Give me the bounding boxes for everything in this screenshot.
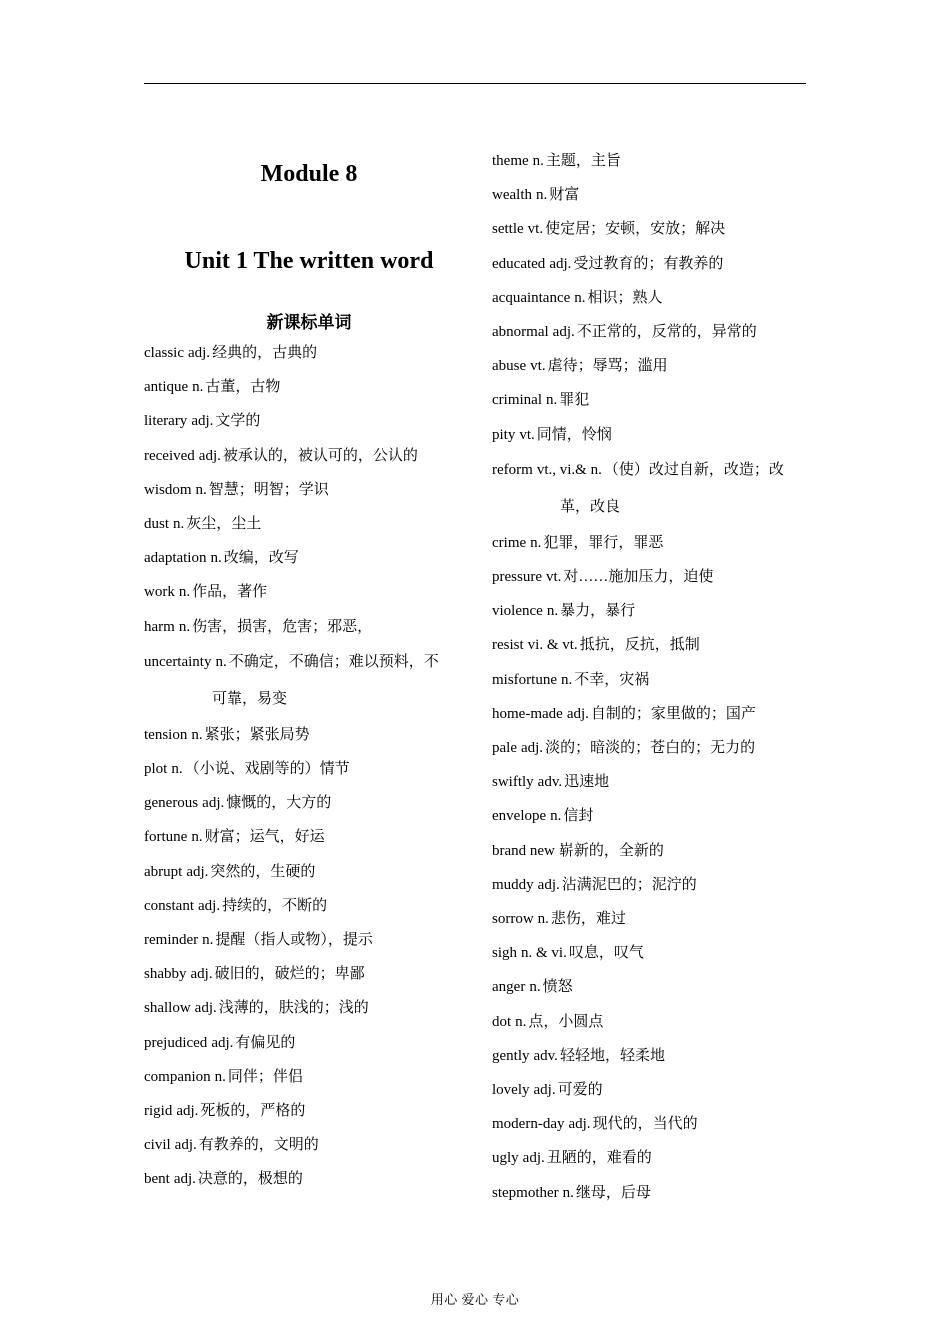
part-of-speech: n. bbox=[192, 379, 204, 396]
vocab-entry bbox=[492, 868, 812, 902]
vocabulary-list-left bbox=[144, 336, 474, 1197]
vocab-word: reminder bbox=[144, 932, 199, 949]
vocab-word: lovely bbox=[492, 1082, 530, 1099]
vocab-entry bbox=[492, 178, 812, 212]
vocab-word: rigid bbox=[144, 1103, 173, 1120]
vocab-meaning: 丑陋的，难看的 bbox=[546, 1150, 652, 1167]
vocab-entry bbox=[492, 970, 812, 1004]
vocab-entry bbox=[492, 315, 812, 349]
vocab-meaning: 受过教育的；有教养的 bbox=[573, 255, 724, 272]
vocab-entry bbox=[144, 991, 474, 1025]
vocab-word: pale bbox=[492, 740, 517, 757]
vocab-entry bbox=[492, 560, 812, 594]
part-of-speech: n. bbox=[529, 979, 541, 996]
vocabulary-list-right bbox=[492, 144, 812, 1210]
vocab-meaning: （使）改过自新，改造；改 bbox=[603, 461, 784, 478]
part-of-speech: adj. bbox=[211, 1034, 234, 1051]
vocab-entry bbox=[144, 1026, 474, 1060]
vocab-meaning: 灰尘，尘土 bbox=[186, 516, 262, 533]
vocab-entry bbox=[492, 349, 812, 383]
vocab-meaning: 作品，著作 bbox=[192, 584, 268, 601]
vocab-meaning: 被承认的，被认可的，公认的 bbox=[222, 447, 418, 464]
section-title: 新课标单词 bbox=[266, 313, 352, 332]
vocab-word: wealth bbox=[492, 187, 532, 204]
part-of-speech: adj. bbox=[552, 324, 575, 341]
vocab-word: settle bbox=[492, 221, 524, 238]
vocab-meaning: 破旧的，破烂的；卑鄙 bbox=[214, 966, 365, 983]
part-of-speech: n. bbox=[202, 932, 214, 949]
vocab-word: abrupt bbox=[144, 863, 183, 880]
part-of-speech: adj. bbox=[187, 345, 211, 361]
right-column bbox=[492, 144, 812, 1210]
vocab-meaning: 主题，主旨 bbox=[545, 153, 621, 169]
part-of-speech: n. bbox=[210, 550, 222, 567]
vocab-word: theme bbox=[492, 153, 529, 169]
vocab-word: work bbox=[144, 584, 175, 601]
vocab-meaning: 同情，怜悯 bbox=[536, 426, 612, 443]
vocab-entry bbox=[144, 541, 474, 575]
vocab-word: wisdom bbox=[144, 481, 192, 498]
vocab-meaning: 使定居；安顿，安放；解决 bbox=[545, 221, 726, 238]
vocab-word: envelope bbox=[492, 808, 547, 825]
vocab-word: plot bbox=[144, 761, 168, 778]
vocab-word: adaptation bbox=[144, 550, 207, 567]
vocab-meaning: 罪犯 bbox=[559, 392, 590, 409]
vocab-word: crime bbox=[492, 534, 527, 551]
part-of-speech: adj. bbox=[198, 897, 221, 914]
vocab-meaning: 决意的，极想的 bbox=[197, 1171, 303, 1188]
vocab-entry bbox=[492, 526, 812, 560]
vocab-entry bbox=[492, 663, 812, 697]
page-footer: 用心 爱心 专心 bbox=[430, 1292, 520, 1307]
vocab-entry bbox=[144, 718, 474, 752]
part-of-speech: n. bbox=[537, 911, 549, 928]
vocab-entry bbox=[492, 936, 812, 970]
vocab-meaning: 继母，后母 bbox=[575, 1184, 651, 1201]
vocab-meaning: 信封 bbox=[563, 808, 594, 825]
vocab-meaning: 暴力，暴行 bbox=[560, 603, 636, 620]
vocab-entry bbox=[492, 765, 812, 799]
part-of-speech: adj. bbox=[176, 1103, 199, 1120]
left-column bbox=[144, 150, 474, 1197]
vocab-word: abuse bbox=[492, 358, 527, 375]
part-of-speech: adj. bbox=[549, 255, 572, 272]
vocab-meaning: 不正常的，反常的，异常的 bbox=[576, 324, 757, 341]
vocab-word: home-made bbox=[492, 705, 563, 722]
vocab-word: reform bbox=[492, 461, 533, 478]
part-of-speech: n. bbox=[546, 603, 559, 620]
vocab-word: criminal bbox=[492, 392, 542, 409]
vocab-meaning: 不幸，灾祸 bbox=[574, 671, 650, 688]
vocab-entry bbox=[492, 1107, 812, 1141]
vocab-entry bbox=[492, 697, 812, 731]
vocab-word: acquaintance bbox=[492, 289, 571, 306]
vocab-word: brand new bbox=[492, 842, 555, 859]
vocab-word: civil bbox=[144, 1137, 171, 1154]
vocab-entry bbox=[144, 855, 474, 889]
vocab-meaning: 叹息，叹气 bbox=[568, 945, 644, 962]
vocab-meaning: （小说、戏剧等的）情节 bbox=[184, 761, 350, 778]
vocab-meaning: 轻轻地，轻柔地 bbox=[559, 1047, 665, 1064]
vocab-word: constant bbox=[144, 897, 194, 914]
vocab-meaning: 财富 bbox=[549, 187, 580, 204]
vocab-entry bbox=[144, 1162, 474, 1196]
vocab-entry bbox=[492, 383, 812, 417]
vocab-meaning: 现代的，当代的 bbox=[592, 1116, 698, 1133]
vocab-meaning: 沾满泥巴的；泥泞的 bbox=[561, 876, 697, 893]
vocab-meaning: 智慧；明智；学识 bbox=[208, 481, 329, 498]
vocab-meaning: 突然的，生硬的 bbox=[210, 863, 316, 880]
vocab-word: stepmother bbox=[492, 1184, 559, 1201]
part-of-speech: n. bbox=[530, 534, 542, 551]
vocab-word: classic bbox=[144, 345, 184, 361]
vocab-entry bbox=[492, 1141, 812, 1175]
vocab-meaning: 有教养的，文明的 bbox=[198, 1137, 319, 1154]
vocab-meaning: 不确定，不确信；难以预料，不 bbox=[228, 653, 439, 670]
vocab-entry bbox=[144, 610, 474, 644]
vocab-entry bbox=[144, 1094, 474, 1128]
part-of-speech: adj. bbox=[190, 966, 213, 983]
vocab-meaning: 抵抗，反抗，抵制 bbox=[579, 637, 700, 654]
vocab-entry bbox=[492, 799, 812, 833]
module-title: Module 8 bbox=[260, 161, 358, 187]
header-rule bbox=[144, 83, 806, 84]
vocab-word: harm bbox=[144, 618, 175, 635]
vocab-meaning: 淡的；暗淡的；苍白的；无力的 bbox=[545, 740, 756, 757]
vocab-meaning: 犯罪，罪行，罪恶 bbox=[543, 534, 664, 551]
vocab-meaning: 相识；熟人 bbox=[587, 289, 663, 306]
part-of-speech: n. bbox=[532, 153, 544, 169]
vocab-meaning-continued: 革，改良 bbox=[560, 498, 621, 515]
vocab-entry bbox=[144, 752, 474, 786]
vocab-word: resist bbox=[492, 637, 524, 654]
vocab-entry bbox=[492, 731, 812, 765]
vocab-entry bbox=[492, 1005, 812, 1039]
part-of-speech: vt. bbox=[519, 426, 535, 443]
vocab-entry bbox=[492, 452, 812, 526]
vocab-entry bbox=[144, 370, 474, 404]
vocab-word: uncertainty bbox=[144, 653, 212, 670]
vocab-meaning: 改编，改写 bbox=[223, 550, 299, 567]
part-of-speech: adj. bbox=[198, 447, 221, 464]
part-of-speech: adj. bbox=[202, 795, 225, 812]
vocab-word: shallow bbox=[144, 1000, 191, 1017]
part-of-speech: adv. bbox=[533, 1047, 558, 1064]
vocab-word: pity bbox=[492, 426, 516, 443]
part-of-speech: n. bbox=[173, 516, 185, 533]
unit-title: Unit 1 The written word bbox=[184, 248, 434, 274]
part-of-speech: n. bbox=[562, 1184, 574, 1201]
vocab-word: shabby bbox=[144, 966, 187, 983]
vocab-meaning: 财富；运气，好运 bbox=[204, 829, 325, 846]
vocab-word: violence bbox=[492, 603, 543, 620]
vocab-meaning: 紧张；紧张局势 bbox=[204, 726, 310, 743]
vocab-entry bbox=[144, 889, 474, 923]
vocab-word: antique bbox=[144, 379, 189, 396]
part-of-speech: adv. bbox=[537, 774, 563, 791]
vocab-meaning: 悲伤，难过 bbox=[550, 911, 626, 928]
vocab-entry bbox=[492, 212, 812, 246]
vocab-entry bbox=[144, 923, 474, 957]
part-of-speech: n. bbox=[191, 726, 203, 743]
vocab-entry bbox=[492, 902, 812, 936]
vocab-meaning: 慷慨的，大方的 bbox=[226, 795, 332, 812]
vocab-word: fortune bbox=[144, 829, 188, 846]
part-of-speech: n. bbox=[215, 653, 227, 670]
vocab-word: tension bbox=[144, 726, 188, 743]
part-of-speech: adj. bbox=[174, 1137, 197, 1154]
part-of-speech: adj. bbox=[566, 705, 589, 722]
part-of-speech: adj. bbox=[191, 413, 214, 430]
vocab-meaning: 死板的，严格的 bbox=[200, 1103, 306, 1120]
vocab-meaning: 愤怒 bbox=[542, 979, 573, 996]
vocab-meaning: 持续的，不断的 bbox=[222, 897, 328, 914]
vocab-entry bbox=[492, 628, 812, 662]
vocab-meaning: 古董，古物 bbox=[205, 379, 281, 396]
part-of-speech: adj. bbox=[533, 1082, 556, 1099]
vocab-word: ugly bbox=[492, 1150, 519, 1167]
vocab-meaning: 文学的 bbox=[215, 413, 261, 430]
vocab-word: companion bbox=[144, 1068, 211, 1085]
vocab-word: misfortune bbox=[492, 671, 557, 688]
vocab-entry bbox=[144, 957, 474, 991]
part-of-speech: n. bbox=[550, 808, 562, 825]
vocab-meaning: 伤害，损害，危害；邪恶， bbox=[192, 618, 373, 635]
part-of-speech: n. bbox=[535, 187, 548, 204]
part-of-speech: n. bbox=[515, 1013, 527, 1030]
part-of-speech: n. bbox=[178, 584, 191, 601]
vocab-entry bbox=[144, 507, 474, 541]
vocab-entry bbox=[492, 281, 812, 315]
vocab-word: swiftly bbox=[492, 774, 534, 791]
vocab-entry bbox=[492, 1073, 812, 1107]
vocab-word: received bbox=[144, 447, 195, 464]
part-of-speech: adj. bbox=[173, 1171, 196, 1188]
part-of-speech: vi. & vt. bbox=[527, 637, 578, 654]
part-of-speech: n. bbox=[195, 481, 207, 498]
vocab-entry bbox=[492, 594, 812, 628]
vocab-entry bbox=[492, 1176, 812, 1210]
vocab-entry bbox=[492, 1039, 812, 1073]
vocab-meaning: 有偏见的 bbox=[235, 1034, 296, 1051]
part-of-speech: n. bbox=[178, 618, 191, 635]
vocab-entry bbox=[144, 439, 474, 473]
part-of-speech: adj. bbox=[537, 876, 560, 893]
vocab-meaning: 虐待；辱骂；滥用 bbox=[547, 358, 668, 375]
vocab-entry bbox=[144, 820, 474, 854]
vocab-meaning: 浅薄的，肤浅的；浅的 bbox=[218, 1000, 369, 1017]
part-of-speech: n. bbox=[191, 829, 203, 846]
vocab-meaning-continued: 可靠，易变 bbox=[212, 690, 288, 707]
vocab-word: modern-day bbox=[492, 1116, 565, 1133]
vocab-entry bbox=[492, 418, 812, 452]
part-of-speech: n. bbox=[574, 289, 586, 306]
part-of-speech: n. bbox=[545, 392, 558, 409]
part-of-speech: n. & vi. bbox=[521, 945, 567, 962]
part-of-speech: n. bbox=[561, 671, 573, 688]
vocab-meaning: 同伴；伴侣 bbox=[227, 1068, 303, 1085]
part-of-speech: n. bbox=[214, 1068, 226, 1085]
vocab-word: prejudiced bbox=[144, 1034, 208, 1051]
vocab-meaning: 点，小圆点 bbox=[528, 1013, 604, 1030]
vocab-entry bbox=[144, 404, 474, 438]
part-of-speech: vt. bbox=[530, 358, 546, 375]
part-of-speech: n. bbox=[171, 761, 183, 778]
vocab-entry bbox=[144, 786, 474, 820]
part-of-speech: adj. bbox=[568, 1116, 591, 1133]
vocab-meaning: 崭新的，全新的 bbox=[558, 842, 664, 859]
part-of-speech: adj. bbox=[194, 1000, 217, 1017]
part-of-speech: adj. bbox=[520, 740, 544, 757]
vocab-entry bbox=[144, 473, 474, 507]
vocab-meaning: 迅速地 bbox=[564, 774, 610, 791]
part-of-speech: vt. bbox=[527, 221, 544, 238]
vocab-word: sorrow bbox=[492, 911, 534, 928]
vocab-word: generous bbox=[144, 795, 199, 812]
vocab-meaning: 自制的；家里做的；国产 bbox=[590, 705, 756, 722]
vocab-meaning: 经典的，古典的 bbox=[212, 345, 318, 361]
part-of-speech: adj. bbox=[522, 1150, 545, 1167]
vocab-meaning: 可爱的 bbox=[557, 1082, 603, 1099]
vocab-word: dot bbox=[492, 1013, 512, 1030]
vocab-entry bbox=[144, 575, 474, 609]
vocab-entry bbox=[144, 336, 474, 370]
vocab-word: literary bbox=[144, 413, 188, 430]
part-of-speech: vt., vi.& n. bbox=[536, 461, 602, 478]
part-of-speech: adj. bbox=[186, 863, 209, 880]
vocab-word: abnormal bbox=[492, 324, 549, 341]
vocab-word: sigh bbox=[492, 945, 518, 962]
vocab-word: muddy bbox=[492, 876, 534, 893]
vocab-entry bbox=[492, 144, 812, 178]
vocab-meaning: 提醒（指人或物），提示 bbox=[215, 932, 373, 949]
vocab-word: bent bbox=[144, 1171, 170, 1188]
vocab-entry bbox=[144, 1060, 474, 1094]
vocab-entry bbox=[144, 644, 474, 718]
vocab-word: anger bbox=[492, 979, 526, 996]
vocab-entry bbox=[492, 834, 812, 868]
vocab-word: dust bbox=[144, 516, 170, 533]
vocab-entry bbox=[492, 247, 812, 281]
vocab-word: pressure bbox=[492, 569, 542, 586]
part-of-speech: vt. bbox=[545, 569, 562, 586]
vocab-word: gently bbox=[492, 1047, 530, 1064]
vocab-word: educated bbox=[492, 255, 546, 272]
vocab-entry bbox=[144, 1128, 474, 1162]
vocab-meaning: 对……施加压力，迫使 bbox=[563, 569, 714, 586]
